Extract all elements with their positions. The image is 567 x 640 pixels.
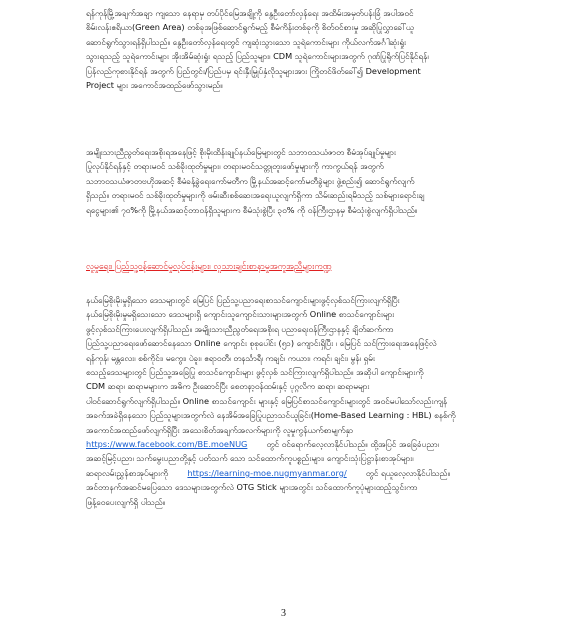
text-line: ပြုလုပ်နိုင်ရန်နှင့် တရားမဝင် သစ်ခိုးထုတ်မှုများ၊ တရားမဝင်သတ္တုတူးဖော်မှုများကို ကာကွယ်ရန် အတွက် [86,161,384,172]
facebook-link-trailing-text: တွင် ဝင်ရောက်လေ့လာနိုင်ပါသည်။ ထို့အပြင် အခြေခံပညာ၊ [266,439,439,450]
text-line: အမျိုးသားညီညွတ်ရေးအစိုးရအနေဖြင့် စိုးမိုးထိန်းချုပ်နယ်မြေများတွင် သဘာဝသယံဇာတ စီမံအုပ်ချုပ်မှုများ [86,147,396,157]
text-line: ရန်ကုန်၊ မန္တလေး၊ စစ်ကိုင်း၊ မကွေး၊ ပဲခူး၊ ဧရာဝတီ၊ တနင်္သာရီ၊ ကချင်၊ ကယား၊ ကရင်၊ ချင်း၊ မွန်၊ ရှမ်း [86,352,375,363]
text-line: ပါဝင်ဆောင်ရွက်လျက်ရှိပါသည်။ Online စာသင်ကျောင်း များနှင့် မြေပြင်စာသင်ကျောင်းများတွင် အဝင်မပါသော်လည်းကျန် [86,395,448,406]
text-line-with-link [86,466,481,480]
text-line-with-link [86,437,481,451]
paragraph-green-area [86,6,481,92]
text-line: ဖွင့်လှစ်သင်ကြားပေးလျက်ရှိပါသည်။ အမျိုးသားညီညွတ်ရေးအစိုးရ ပညာရေးဝန်ကြီးဌာနနှင့် ချိတ်ဆက်ကာ [86,323,394,334]
learning-link-leading-text: ဆရာလမ်းညွှန်စာအုပ်များကို [86,467,169,478]
text-line: သဘာဝသယံဇာတဗဟိုအဆင့် စီမံခန့်ခွဲရေးကော်မတီက မြို့နယ်အဆင့်ကော်မတီခွဲများ ဖွဲ့စည်း၍ ဆောင်ရွက်လျက် [86,175,415,186]
text-line: စိမ်းလန်းဧရိယာ(Green Area) တစ်ခုအဖြစ်ဆောင်ရွက်မည့် စီမံကိန်းတစ်ခုကို စိတ်ဝင်စားမှု အဆိုပြုလွှာခေါ်ယူ [86,22,414,33]
text-line: ရန်ကုန်မြို့အချက်အချာ ကျသော နေရာမှ တပ်ပိုင်မြေအချို့ကို နွေဦးတော်လှန်ရေး အထိမ်းအမှတ်ပန်းခြံ အပါအဝင် [86,8,414,18]
text-line: ရှိသည်။ တရားမဝင် သစ်ခိုးထုတ်မှုများကို ဖမ်းဆီးစစ်ဆေးအရေးယူလျက်ရှိကာ သိမ်းဆည်းရမိသည့် သစ်များရောင်းချ [86,190,425,201]
text-line: ပြန်လည်ကုစားနိုင်ရန် အတွက် ပြည်တွင်း/ပြည်ပမှ ရင်းနှီးမြှုပ်နှံလိုသူများအား ကြိုတင်ဖိတ်ခေါ်၍ Development [86,65,421,76]
facebook-link[interactable]: https://www.facebook.com/BE.moeNUG [86,439,248,450]
text-line: နယ်မြေစိုးမိုးမှုမရှိသေးသော ဒေသများရှိ ကျောင်းသူကျောင်းသားများအတွက် Online စာသင်ကျောင်းများ [86,309,395,320]
text-line: ရငွေများ၏ ၇၀%ကို မြို့နယ်အဆင့်တာဝန်ရှိသူများက စီမံသုံးစွဲပြီး ၃၀% ကို ဝန်ကြီးဌာနမှ စီမံသုံးစွဲလျက်ရှိပါသည်။ [86,204,418,215]
text-line: ပြည်သူ့ပညာရေးဖော်ဆောင်နေသော Online ကျောင်း စုစုပေါင်း (၅၁) ကျောင်းရှိပြီး ၊ မြေပြင် သင်ကြားရေးအနေဖြင့်လဲ [86,338,437,349]
learning-portal-link[interactable]: https://learning-moe.nugmyanmar.org/ [187,467,347,478]
paragraph-natural-resources [86,145,481,217]
section-heading: လူမှုရေး၊ ပြည်သူ့ဝန်ဆောင်မှုလုပ်ငန်းများ၊ လူသားချင်းစာနာမှုအကူအညီများကဏ္ဍ [86,262,332,272]
paragraph-education [86,293,481,509]
text-line: အကောင်အထည်ဖော်လျက်ရှိပြီး အသေးစိတ်အချက်အလက်များကို လူမှုကွန်ယက်စာမျက်နှာ [86,424,354,435]
text-line: CDM ဆရာ၊ ဆရာမများက အဓိက ဦးဆောင်ပြီး စေတနာ့ဝန်ထမ်းနှင့် ပုဂ္ဂလိက ဆရာ၊ ဆရာမများ [86,381,370,392]
text-line: နယ်မြေစိုးမိုးမှုရှိသော ဒေသများတွင် မြေပြင် ပြည်သူ့ပညာရေးစာသင်ကျောင်းများဖွင့်လှစ်သင်ကြားလျက်ရှိပြီး [86,295,400,305]
text-line: စသည့်ဒေသများတွင် ပြည်သူ့အခြေပြု စာသင်ကျောင်းများ ဖွင့်လှစ် သင်ကြားလျက်ရှိပါသည်။ အဆိုပါ ကျောင်းများကို [86,367,424,378]
page-number: 3 [281,608,286,619]
text-line: ဆောင်ရွက်သွားရန်ရှိပါသည်။ နွေဦးတော်လှန်ရေးတွင် ကျဆုံးသွားသော သူရဲကောင်းများ ကိုယ်လက်အင်္ဂါဆုံးရှုံး [86,36,407,47]
text-line: Project များ အကောင်အထည်ဖော်သွားမည်။ [86,80,223,91]
text-line: ဖြန့်ဝေပေးလျက်ရှိ ပါသည်။ [86,496,166,507]
text-line: အခက်အခဲရှိနေသော ပြည်သူများအတွက်လဲ နေအိမ်အခြေပြုပညာသင်ယူခြင်း(Home-Based Learning : HBL) စနစ်ကို [86,410,456,421]
text-line: အင်တာနက်အဆင်မပြေသော ဒေသများအတွက်လဲ OTG Stick များအတွင်း သင်ထောက်ကူပုံများထည့်သွင်းကာ [86,482,418,493]
text-line: အဆင့်မြင့်ပညာ၊ သက်မွေးပညာတို့နှင့် ပတ်သက် သော သင်ထောက်ကူပစ္စည်းများ၊ ကျောင်းသုံးပြဋ္ဌာန်းစာအုပ်များ၊ [86,453,414,464]
text-line: သွားရသည့် သူရဲကောင်းများ အိုးအိမ်ဆုံးရှုံး ရသည့် ပြည်သူများ၊ CDM သူရဲကောင်းများအတွက် ဂုဏ်ပြုရိုက်ပြင်နိုင်ရန်၊ [86,51,429,62]
learning-link-trailing-text: တွင် ရယူလေ့လာနိုင်ပါသည်။ [365,467,451,478]
